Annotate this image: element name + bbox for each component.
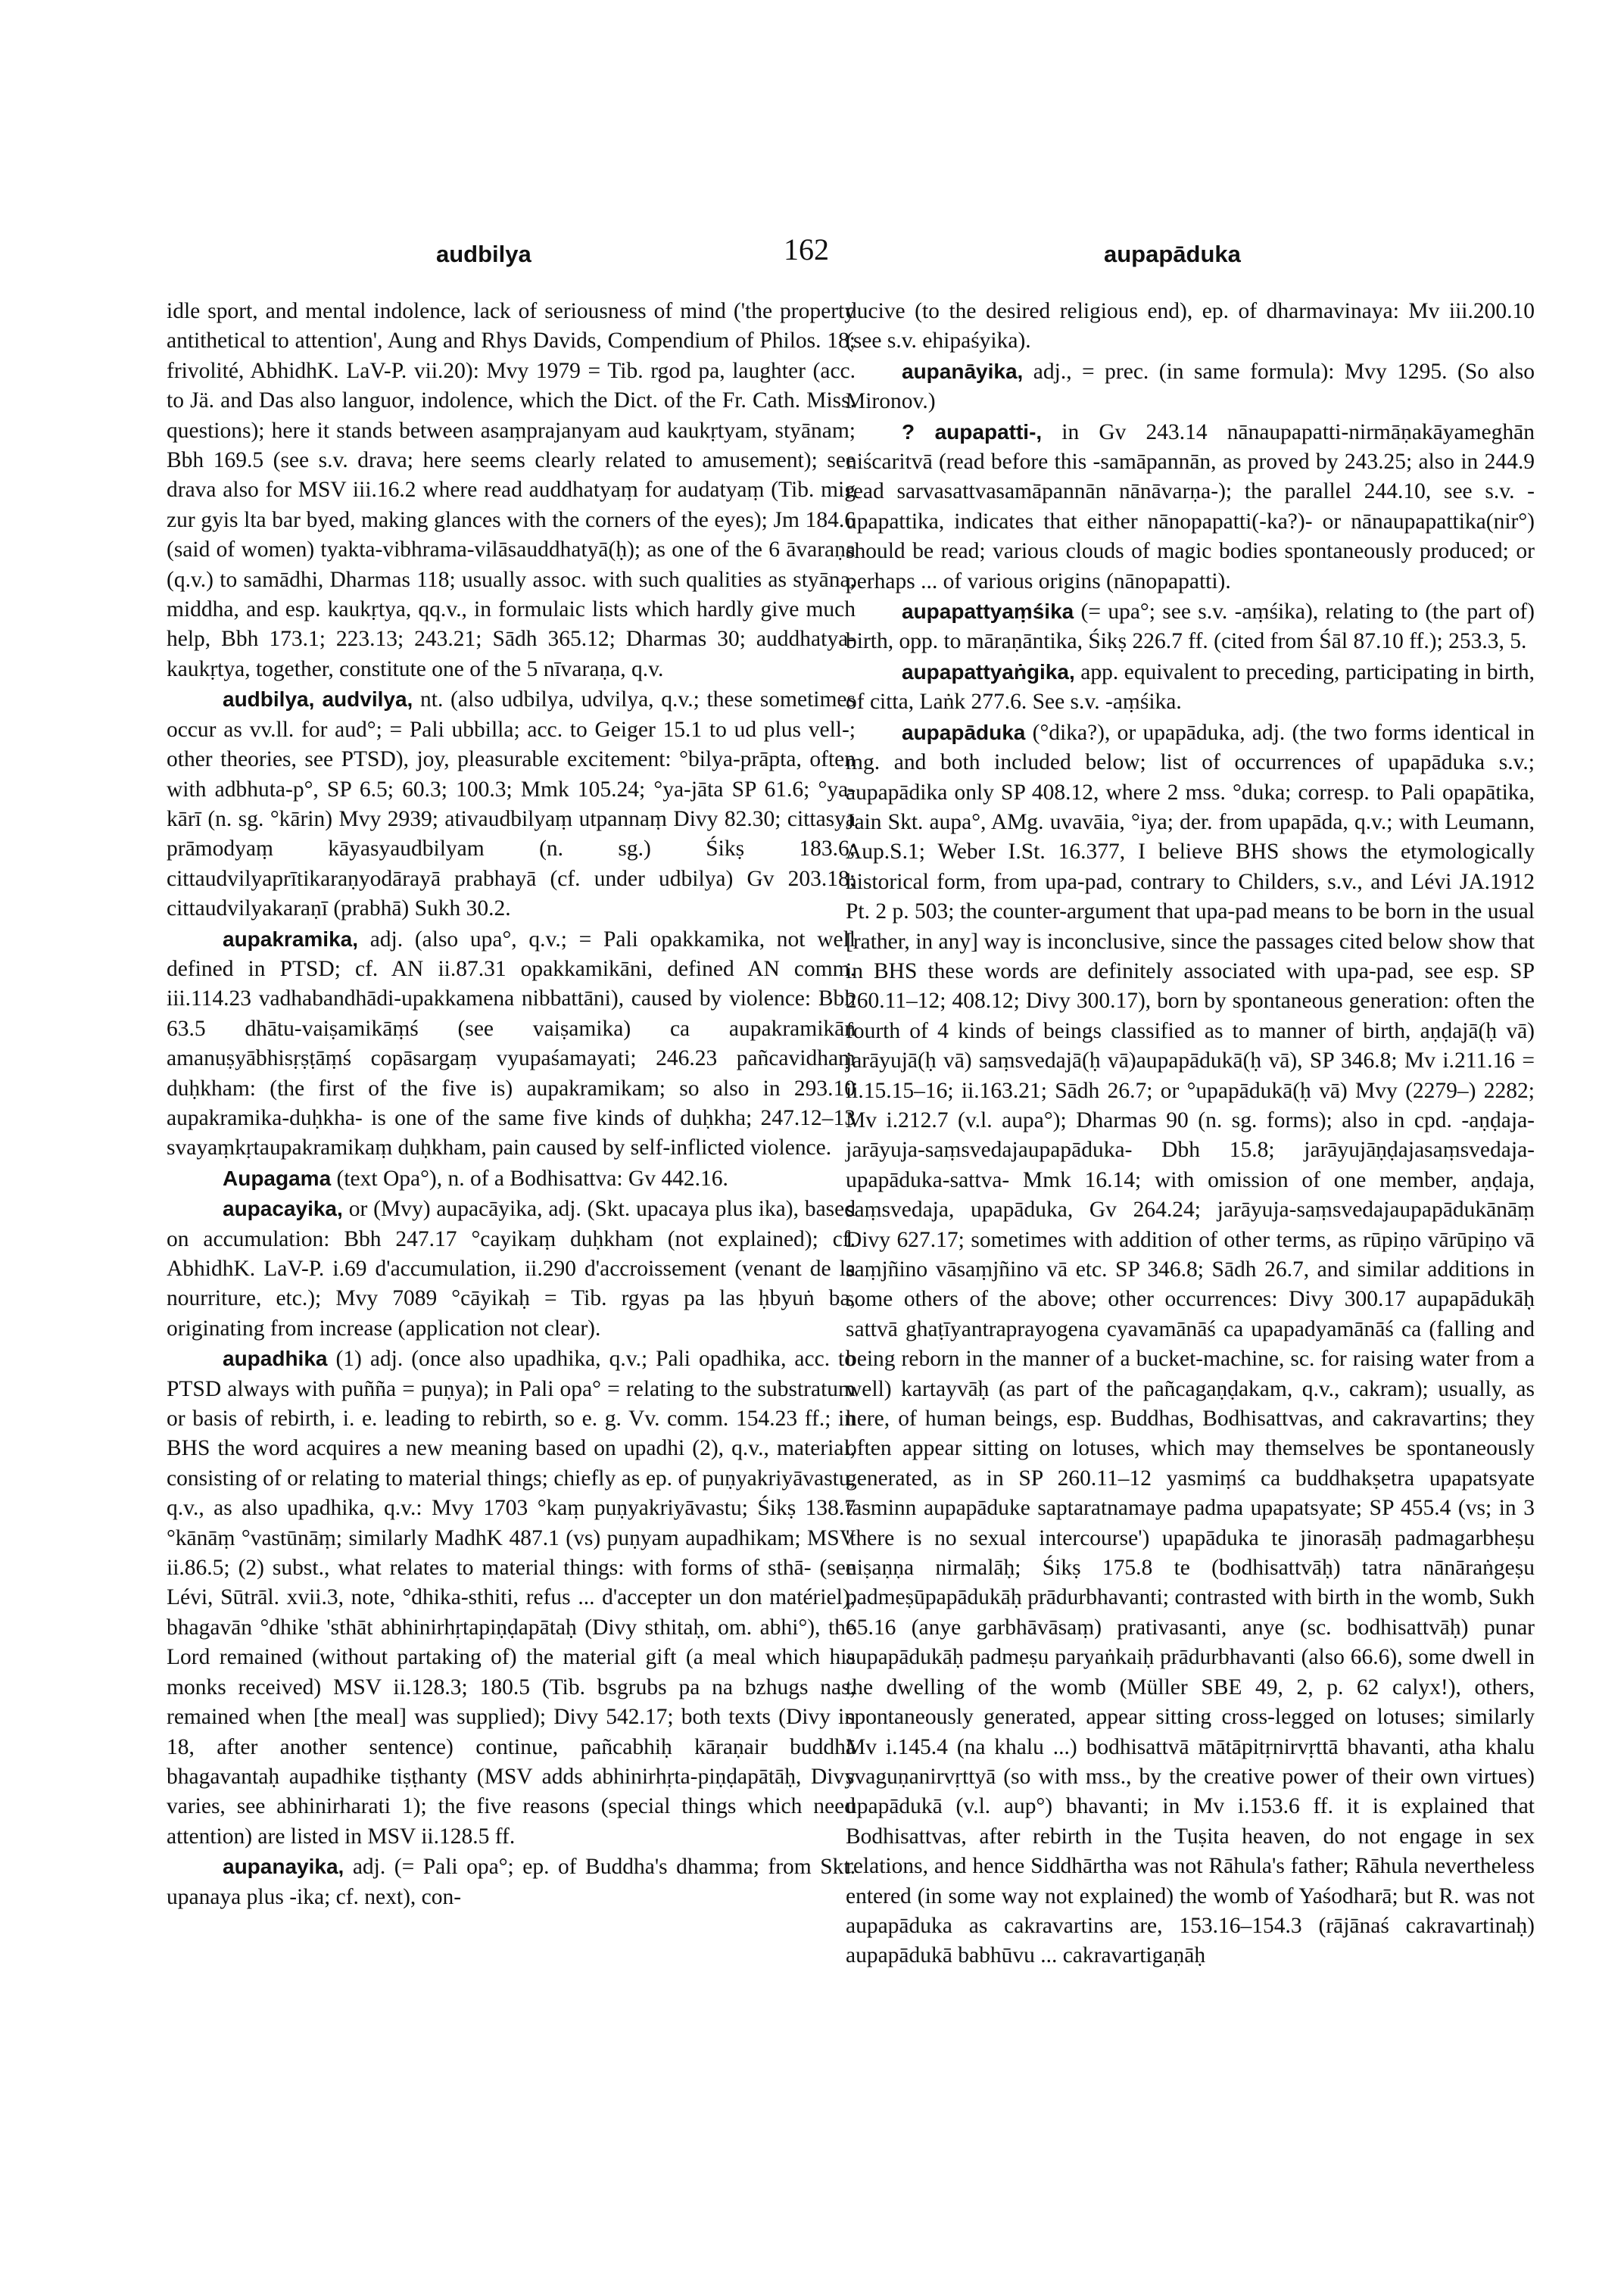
entry-text: adj., = prec. (in same formula): Mvy 1295. (So also Mironov.) [846, 359, 1535, 414]
dictionary-entry [167, 297, 856, 684]
entry-text: app. equivalent to preceding, participating in birth, of citta, Laṅk 277.6. See s.v. -aṃśika. [846, 659, 1535, 715]
right-guide-word: aupapāduka [1104, 241, 1241, 267]
entry-headword: aupacayika, [223, 1197, 343, 1221]
dictionary-entry [167, 1194, 856, 1344]
entry-text: adj. (also upa°, q.v.; = Pali opakkamika, not well defined in PTSD; cf. AN ii.87.31 opakkamikāni, defined AN comm. iii.114.23 vadhabandhādi-upakkamena nibbattāni), caused by violence: Bbh 63.5 dhātu-vaiṣamikāṃś (see vaiṣamika) ca aupakramikān amanuṣyābhisṛṣṭāṃś copāsargaṃ vyupaśamayati; 246.23 pañcavidhaṃ duḥkham: (the first of the five is) aupakramikam; so also in 293.10 aupakramika-duḥkha- is one of the same five kinds of duḥkha; 247.12–13 svayaṃkṛtaupakramikaṃ duḥkham, pain caused by self-inflicted violence. [167, 927, 856, 1161]
entry-headword: aupadhika [223, 1347, 328, 1371]
entry-headword: aupanayika, [223, 1855, 344, 1879]
dictionary-entry [846, 297, 1535, 357]
page-number: 162 [784, 232, 829, 266]
entry-text: (°dika?), or upapāduka, adj. (the two forms identical in mg. and both included below; list of occurrences of upapāduka s.v.; aupapādika only SP 408.12, where 2 mss. °duka; corresp. to Pali opapātika, Jain Skt. aupa°, AMg. uvavāia, °iya; der. from upapāda, q.v.; with Leumann, Aup.S.1; Weber I.St. 16.377, I believe BHS shows the etymologically historical form, from upa-pad, contrary to Childers, s.v., and Lévi JA.1912 Pt. 2 p. 503; the counter-argument that upa-pad means to be born in the usual [rather, in any] way is inconclusive, since the passages cited below show that in BHS these words are definitely associated with upa-pad, see esp. SP 260.11–12; 408.12; Divy 300.17), born by spontaneous generation: often the fourth of 4 kinds of beings classified as to manner of birth, aṇḍajā(ḥ vā) jarāyujā(ḥ vā) saṃsvedajā(ḥ vā)aupapādukā(ḥ vā), SP 346.8; Mv i.211.16 = ii.15.15–16; ii.163.21; Sādh 26.7; or °upapādukā(ḥ vā) Mvy (2279–) 2282; Mv i.212.7 (v.l. aupa°); Dharmas 90 (n. sg. forms); also in cpd. -aṇḍaja-jarāyuja-saṃsvedajaupapāduka- Dbh 15.8; jarāyujāṇḍajasaṃsvedaja-upapāduka-sattva- Mmk 16.14; with omission of one member, aṇḍaja, saṃsvedaja, upapāduka, Gv 264.24; jarāyuja-saṃsvedajaupapādukānāṃ Divy 627.17; sometimes with addition of other terms, as rūpiṇo vārūpiṇo vā saṃjñino vāsaṃjñino vā etc. SP 346.8; Sādh 26.7, and similar additions in some others of the above; other occurrences: Divy 300.17 aupapādukāḥ sattvā ghaṭīyantraprayogena cyavamānāś ca upapadyamānāś ca (falling and being reborn in the manner of a bucket-machine, sc. for raising water from a well) kartayvāḥ (as part of the pañcagaṇḍakam, q.v., cakram); usually, as here, of human beings, esp. Buddhas, Bodhisattvas, and cakravartins; they often appear sitting on lotuses, which may themselves be spontaneously generated, as in SP 260.11–12 yasmiṃś ca buddhakṣetra upapatsyate tasminn aupapāduke saptaratnamaye padma upapatsyate; SP 455.4 (vs; in 3 'there is no sexual intercourse') upapāduka te jinorasāḥ padmagarbheṣu niṣaṇṇa nirmalāḥ; Śikṣ 175.8 te (bodhisattvāḥ) tatra nānāraṅgeṣu padmeṣūpapādukāḥ prādurbhavanti; contrasted with birth in the womb, Sukh 65.16 (anye garbhāvāsaṃ) prativasanti, anye (sc. bodhisattvāḥ) punar aupapādukāḥ padmeṣu paryaṅkaiḥ prādurbhavanti (also 66.6), some dwell in the dwelling of the womb (Müller SBE 49, 2, p. 62 calyx!), others, spontaneously generated, appear sitting cross-legged on lotuses; similarly Mv i.145.4 (na khalu ...) bodhisattvā mātāpitṛnirvṛttā bhavanti, atha khalu svaguṇanirvṛttyā (so with mss., by the creative power of their own virtues) upapādukā (v.l. aup°) bhavanti; in Mv i.153.6 ff. it is explained that Bodhisattvas, after rebirth in the Tuṣita heaven, do not engage in sex relations, and hence Siddhārtha was not Rāhula's father; Rāhula nevertheless entered (in some way not explained) the womb of Yaśodharā; but R. was not aupapāduka as cakravartins are, 153.16–154.3 (rājānaś cakravartinaḥ) aupapādukā babhūvu ... cakravartigaṇāḥ [846, 720, 1535, 1968]
entry-text: idle sport, and mental indolence, lack of seriousness of mind ('the property antithetical to attention', Aung and Rhys Davids, Compendium of Philos. 18; frivolité, AbhidhK. LaV-P. vii.20): Mvy 1979 = Tib. rgod pa, laughter (acc. to Jä. and Das also languor, indolence, which the Dict. of the Fr. Cath. Miss. questions); here it stands between asaṃprajanyam aud kaukṛtyam, styānam; Bbh 169.5 (see s.v. drava; here seems clearly related to amusement); see drava also for MSV iii.16.2 where read auddhatyaṃ for audatyaṃ (Tib. mig zur gyis lta bar byed, making glances with the corners of the eyes); Jm 184.6 (said of women) tyakta-vibhrama-vilāsauddhatyā(ḥ); as one of the 6 āvaraṇa (q.v.) to samādhi, Dharmas 118; usually assoc. with such qualities as styāna, middha, and esp. kaukṛtya, qq.v., in formulaic lists which hardly give much help, Bbh 173.1; 223.13; 243.21; Sādh 365.12; Dharmas 30; auddhatya-kaukṛtya, together, constitute one of the 5 nīvaraṇa, q.v. [167, 299, 856, 681]
entry-text: in Gv 243.14 nānaupapatti-nirmāṇakāyameghān niścaritvā (read before this -samāpannān, as proved by 243.25; also in 244.9 read sarvasattvasamāpannān nānāvarṇa-); the parallel 244.10, see s.v. -upapattika, indicates that either nānopapatti(-ka?)- or nānaupapattika(nir°) should be read; various clouds of magic bodies spontaneously produced; or perhaps ... of various origins (nānopapatti). [846, 419, 1535, 594]
entry-text: ducive (to the desired religious end), ep. of dharmavinaya: Mv iii.200.10 (see s.v. ehipaśyika). [846, 299, 1535, 354]
dictionary-entry [167, 1344, 856, 1852]
entry-headword: aupapattyaṅgika, [902, 659, 1075, 684]
left-guide-word: audbilya [436, 241, 531, 267]
dictionary-entry [846, 657, 1535, 718]
dictionary-entry [846, 597, 1535, 657]
left-column [167, 297, 856, 1912]
right-column [846, 297, 1535, 1971]
entry-text: (= upa°; see s.v. -aṃśika), relating to (the part of) birth, opp. to māraṇāntika, Śikṣ 226.7 ff. (cited from Śāl 87.10 ff.); 253.3, 5. [846, 600, 1535, 654]
dictionary-entry [846, 417, 1535, 597]
entry-headword: aupapattyaṃśika [902, 600, 1074, 624]
entry-headword: aupakramika, [223, 927, 358, 951]
entry-text: (1) adj. (once also upadhika, q.v.; Pali opadhika, acc. to PTSD always with puñña = puṇya); in Pali opa° = relating to the substratum or basis of rebirth, i. e. leading to rebirth, so e. g. Vv. comm. 154.23 ff.; in BHS the word acquires a new meaning based on upadhi (2), q.v., material, consisting of or relating to material things; chiefly as ep. of puṇyakriyāvastu, q.v., as also upadhika, q.v.: Mvy 1703 °kaṃ puṇyakriyāvastu; Śikṣ 138.7 °kānāṃ °vastūnāṃ; similarly MadhK 487.1 (vs) puṇyam aupadhikam; MSV ii.86.5; (2) subst., what relates to material things: with forms of sthā- (see Lévi, Sūtrāl. xvii.3, note, °dhika-sthiti, refus ... d'accepter un don matériel), bhagavān °dhike 'sthāt abhinirhṛtapiṇḍapātaḥ (Divy sthitaḥ, om. abhi°), the Lord remained (without partaking of) the material gift (a meal which his monks received) MSV ii.128.3; 180.5 (Tib. bsgrubs pa na bzhugs nas, remained when [the meal] was supplied); Divy 542.17; both texts (Divy in 18, after another sentence) continue, pañcabhiḥ kāraṇair buddhā bhagavantaḥ aupadhike tiṣṭhanty (MSV adds abhinirhṛta-piṇḍapātāḥ, Divy varies, see abhinirharati 1); the five reasons (special things which need attention) are listed in MSV ii.128.5 ff. [167, 1347, 856, 1849]
entry-headword: ? aupapatti-, [902, 419, 1043, 444]
entry-headword: audbilya, audvilya, [223, 687, 413, 712]
entry-headword: aupapāduka [902, 720, 1026, 744]
dictionary-entry [167, 1164, 856, 1194]
entry-text: adj. (= Pali opa°; ep. of Buddha's dhamma; from Skt. upanaya plus -ika; cf. next), con- [167, 1855, 856, 1909]
entry-text: (text Opa°), n. of a Bodhisattva: Gv 442.16. [336, 1166, 728, 1191]
entry-headword: Aupagama [223, 1166, 332, 1190]
entry-text: or (Mvy) aupacāyika, adj. (Skt. upacaya plus ika), based on accumulation: Bbh 247.17 °cayikaṃ duḥkham (not explained); cf. AbhidhK. LaV-P. i.69 d'accumulation, ii.290 d'accroissement (venant de la nourriture, etc.); Mvy 7089 °cāyikaḥ = Tib. rgyas pa las ḥbyuṅ ba, originating from increase (application not clear). [167, 1197, 856, 1341]
entry-text: nt. (also udbilya, udvilya, q.v.; these sometimes occur as vv.ll. for aud°; = Pali ubbilla; acc. to Geiger 15.1 to ud plus vell-; other theories, see PTSD), joy, pleasurable excitement: °bilya-prāpta, often with adbhuta-p°, SP 6.5; 60.3; 100.3; Mmk 105.24; °ya-jāta SP 61.6; °ya-kārī (n. sg. °kārin) Mvy 2939; ativaudbilyaṃ utpannaṃ Divy 82.30; cittasya prāmodyaṃ kāyasyaudbilyam (n. sg.) Śikṣ 183.6; cittaudvilyaprītikaraṇyodārayā prabhayā (cf. under udbilya) Gv 203.18; cittaudvilyakaraṇī (prabhā) Sukh 30.2. [167, 687, 856, 921]
dictionary-entry [167, 1852, 856, 1912]
entry-headword: aupanāyika, [902, 359, 1024, 383]
dictionary-entry [167, 684, 856, 924]
dictionary-entry [167, 924, 856, 1164]
dictionary-entry [846, 718, 1535, 1971]
dictionary-entry [846, 357, 1535, 417]
